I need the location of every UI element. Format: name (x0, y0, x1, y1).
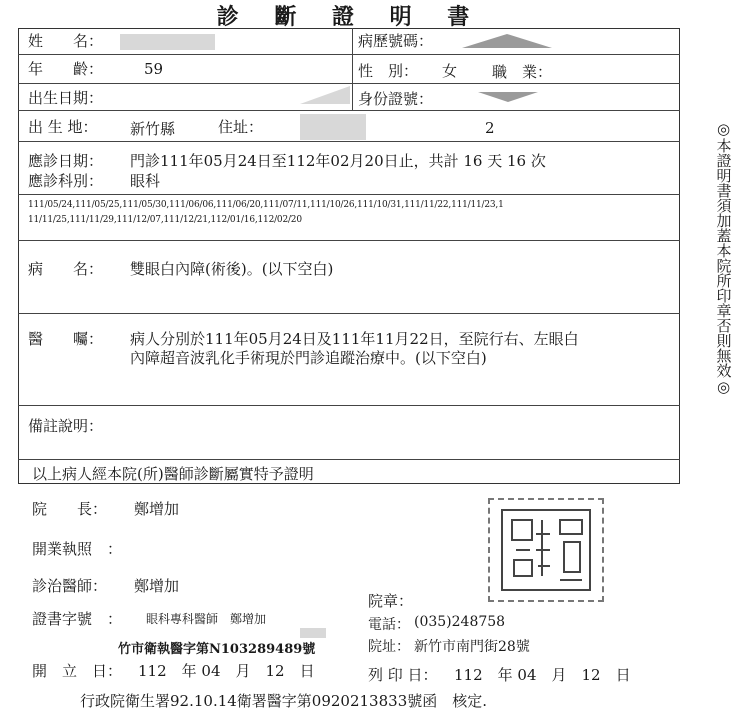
row-divider (18, 141, 680, 142)
visit-dates-line2: 11/11/25,111/11/29,111/12/07,111/12/21,112/01/16,112/02/20 (28, 215, 302, 225)
side-note-text: ◎本證明書須加蓋本院所印章否則無效◎ (714, 120, 733, 396)
license-number: 竹市衛執醫字第N103289489號 (118, 642, 316, 657)
redacted-mark (300, 628, 326, 638)
birthplace-value: 新竹縣 (130, 120, 176, 138)
document-title: 診 斷 證 明 書 (216, 4, 484, 30)
row-divider (18, 110, 680, 111)
department-value: 眼科 (130, 172, 161, 190)
seal-label: 院章： (368, 592, 414, 610)
visit-date-label: 應診日期： (28, 152, 104, 170)
row-divider (18, 54, 680, 55)
remarks-label: 備註說明： (28, 417, 104, 435)
seal-glyphs-icon (490, 500, 602, 600)
side-note (712, 120, 734, 403)
address-value: 2 (485, 119, 495, 137)
name-label: 姓 名： (28, 32, 104, 50)
sex-label: 性 別： (358, 62, 419, 80)
advice-label: 醫 囑： (28, 330, 104, 348)
diagnosis-value: 雙眼白內障(術後)。(以下空白) (130, 260, 334, 278)
physician-label: 診治醫師： (32, 577, 108, 595)
column-divider (352, 28, 353, 110)
redacted-address (300, 114, 366, 140)
certification-text: 以上病人經本院(所)醫師診斷屬實特予證明 (32, 465, 314, 483)
phone-value: (035)248758 (414, 614, 506, 630)
print-date-value: 112 年 04 月 12 日 (454, 666, 631, 684)
phone-label: 電話： (368, 617, 410, 633)
address-label: 住址： (218, 118, 264, 136)
advice-line1: 病人分別於111年05月24日及111年11月22日，至院行右、左眼白 (130, 330, 579, 348)
license-label: 開業執照 ： (32, 540, 123, 558)
director-label: 院 長： (32, 500, 108, 518)
id-label: 身份證號： (358, 90, 434, 108)
director-value: 鄭增加 (134, 500, 180, 518)
hospital-address-label: 院址： (368, 639, 410, 655)
approval-text: 行政院衛生署92.10.14衛署醫字第0920213833號函 核定. (80, 692, 488, 710)
row-divider (18, 83, 680, 84)
hospital-address-value: 新竹市南門街28號 (414, 639, 530, 655)
occupation-label: 職 業： (492, 63, 553, 81)
redacted-name (120, 34, 215, 50)
issue-date-label: 開 立 日： (32, 662, 123, 680)
visit-date-value: 門診111年05月24日至112年02月20日止，共計 16 天 16 次 (130, 152, 546, 170)
age-label: 年 齡： (28, 60, 104, 78)
cert-no-label: 證書字號 ： (32, 610, 123, 628)
hospital-seal-stamp (488, 498, 604, 602)
advice-line2: 內障超音波乳化手術現於門診追蹤治療中。(以下空白) (130, 349, 487, 367)
physician-value: 鄭增加 (134, 577, 180, 595)
row-divider (18, 313, 680, 314)
birthplace-label: 出 生 地： (28, 118, 98, 136)
age-value: 59 (144, 60, 164, 78)
print-date-label: 列 印 日： (368, 666, 438, 684)
row-divider (18, 405, 680, 406)
row-divider (18, 459, 680, 460)
record-no-label: 病歷號碼： (358, 32, 434, 50)
visit-dates-line1: 111/05/24,111/05/25,111/05/30,111/06/06,111/06/20,111/07/11,111/10/26,111/10/31,111/11/22,111/11/23,1 (28, 200, 504, 210)
sex-value: 女 (442, 62, 458, 80)
department-label: 應診科別： (28, 172, 104, 190)
diagnosis-label: 病 名： (28, 260, 104, 278)
cert-no-value: 眼科專科醫師 鄭增加 (146, 612, 267, 626)
row-divider (18, 194, 680, 195)
row-divider (18, 240, 680, 241)
birthdate-label: 出生日期： (28, 89, 104, 107)
issue-date-value: 112 年 04 月 12 日 (138, 662, 315, 680)
